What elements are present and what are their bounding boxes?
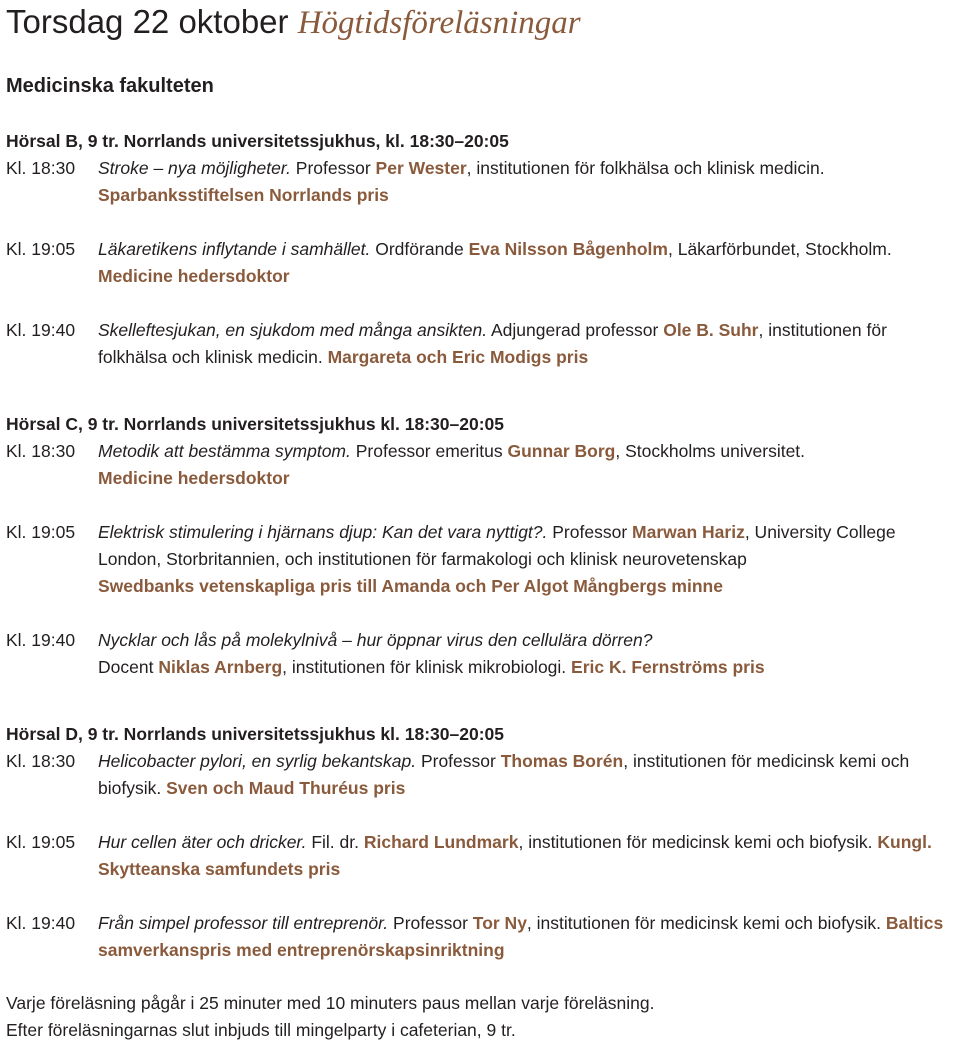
- lecturer-title: Professor: [416, 751, 501, 771]
- lecture-topic: Nycklar och lås på molekylnivå – hur öppnar virus den cellulära dörren?: [98, 630, 653, 650]
- lecture-topic: Läkaretikens inflytande i samhället.: [98, 239, 371, 259]
- lecturer-name: Niklas Arnberg: [158, 657, 283, 677]
- lecture-time: Kl. 19:05: [6, 239, 76, 259]
- lecturer-title: Adjungerad professor: [487, 320, 664, 340]
- lecturer-name: Ole B. Suhr: [663, 320, 759, 340]
- lecturer-title: Professor: [290, 158, 376, 178]
- footer-note-mingle: Efter föreläsningarnas slut inbjuds till mingelparty i cafeterian, 9 tr.: [6, 1020, 516, 1040]
- lecture-time: Kl. 19:05: [6, 522, 76, 542]
- lecture-time: Kl. 18:30: [6, 158, 76, 178]
- prize-name: Eric K. Fernströms pris: [571, 657, 765, 677]
- prize-name: Medicine hedersdoktor: [98, 468, 290, 488]
- page-title: [6, 0, 581, 45]
- lecture-time: Kl. 19:05: [6, 832, 76, 852]
- lecture-body: [98, 910, 958, 964]
- lecturer-affiliation: , institutionen för folkhälsa och klinisk medicin.: [466, 158, 825, 178]
- lecturer-affiliation: , institutionen för medicinsk kemi och biofysik.: [98, 751, 910, 798]
- lecture-body: [98, 748, 958, 802]
- lecture-time: Kl. 19:40: [6, 630, 76, 650]
- lecturer-title: Fil. dr.: [306, 832, 364, 852]
- venue-heading-b: Hörsal B, 9 tr. Norrlands universitetssjukhus, kl. 18:30–20:05: [6, 131, 509, 151]
- lecturer-name: Gunnar Borg: [507, 441, 616, 461]
- lecture-topic: Från simpel professor till entreprenör.: [98, 913, 389, 933]
- lecture-b-1: [6, 155, 958, 209]
- lecturer-affiliation: , University College London, Storbritannien, och institutionen för farmakologi och klinisk neurovetenskap: [98, 522, 896, 569]
- lecture-time: Kl. 18:30: [6, 751, 76, 771]
- lecture-b-2: [6, 236, 958, 290]
- lecturer-name: Richard Lundmark: [363, 832, 519, 852]
- lecture-topic: Helicobacter pylori, en syrlig bekantskap.: [98, 751, 417, 771]
- lecture-body: [98, 438, 958, 492]
- prize-name: Sven och Maud Thuréus pris: [166, 778, 406, 798]
- venue-heading-d: Hörsal D, 9 tr. Norrlands universitetssjukhus kl. 18:30–20:05: [6, 724, 504, 744]
- lecture-body: [98, 155, 958, 209]
- lecture-time: Kl. 19:40: [6, 320, 76, 340]
- lecturer-affiliation: , Stockholms universitet.: [615, 441, 806, 461]
- lecture-d-3: [6, 910, 958, 964]
- lecturer-name: Per Wester: [375, 158, 467, 178]
- lecture-body: [98, 519, 958, 600]
- lecturer-affiliation: , institutionen för folkhälsa och klinisk medicin.: [98, 320, 887, 367]
- lecturer-title: Professor: [388, 913, 473, 933]
- lecturer-name: Thomas Borén: [500, 751, 624, 771]
- lecture-body: [98, 317, 958, 371]
- prize-name: Kungl. Skytteanska samfundets pris: [98, 832, 932, 879]
- lecture-c-1: [6, 438, 958, 492]
- lecturer-affiliation: , Läkarförbundet, Stockholm.: [667, 239, 892, 259]
- lecturer-name: Marwan Hariz: [632, 522, 745, 542]
- lecture-d-2: [6, 829, 958, 883]
- lecture-topic: Stroke – nya möjligheter.: [98, 158, 291, 178]
- prize-name: Sparbanksstiftelsen Norrlands pris: [98, 185, 389, 205]
- lecturer-affiliation: , institutionen för medicinsk kemi och biofysik.: [518, 832, 873, 852]
- lecture-body: [98, 627, 958, 681]
- lecturer-title: Docent: [98, 657, 159, 677]
- lecturer-title: Professor: [547, 522, 633, 542]
- lecture-topic: Metodik att bestämma symptom.: [98, 441, 351, 461]
- footer-notes: [6, 990, 655, 1044]
- lecturer-name: Tor Ny: [472, 913, 527, 933]
- lecture-b-3: [6, 317, 958, 371]
- lecture-c-2: [6, 519, 958, 600]
- prize-name: Margareta och Eric Modigs pris: [327, 347, 589, 367]
- lecture-time: Kl. 19:40: [6, 913, 76, 933]
- lecture-topic: Skelleftesjukan, en sjukdom med många ansikten.: [98, 320, 488, 340]
- lecture-body: [98, 236, 958, 290]
- lecture-d-1: [6, 748, 958, 802]
- footer-note-duration: Varje föreläsning pågår i 25 minuter med 10 minuters paus mellan varje föreläsning.: [6, 993, 655, 1013]
- lecturer-title: Professor emeritus: [350, 441, 508, 461]
- lecture-c-3: [6, 627, 958, 681]
- lecture-series-title: Högtidsföreläsningar: [297, 5, 581, 41]
- prize-name: Swedbanks vetenskapliga pris till Amanda och Per Algot Mångbergs minne: [98, 576, 723, 596]
- lecture-topic: Hur cellen äter och dricker.: [98, 832, 307, 852]
- prize-name: Baltics samverkanspris med entreprenörskapsinriktning: [98, 913, 944, 960]
- lecturer-title: Ordförande: [370, 239, 469, 259]
- lecture-body: [98, 829, 958, 883]
- lecturer-affiliation: , institutionen för medicinsk kemi och biofysik.: [526, 913, 881, 933]
- lecturer-affiliation: , institutionen för klinisk mikrobiologi.: [282, 657, 567, 677]
- faculty-heading: Medicinska fakulteten: [6, 75, 214, 97]
- venue-heading-c: Hörsal C, 9 tr. Norrlands universitetssjukhus kl. 18:30–20:05: [6, 414, 504, 434]
- lecturer-name: Eva Nilsson Bågenholm: [468, 239, 668, 259]
- lecture-time: Kl. 18:30: [6, 441, 76, 461]
- event-date: Torsdag 22 oktober: [6, 3, 289, 40]
- lecture-topic: Elektrisk stimulering i hjärnans djup: Kan det vara nyttigt?.: [98, 522, 548, 542]
- prize-name: Medicine hedersdoktor: [98, 266, 290, 286]
